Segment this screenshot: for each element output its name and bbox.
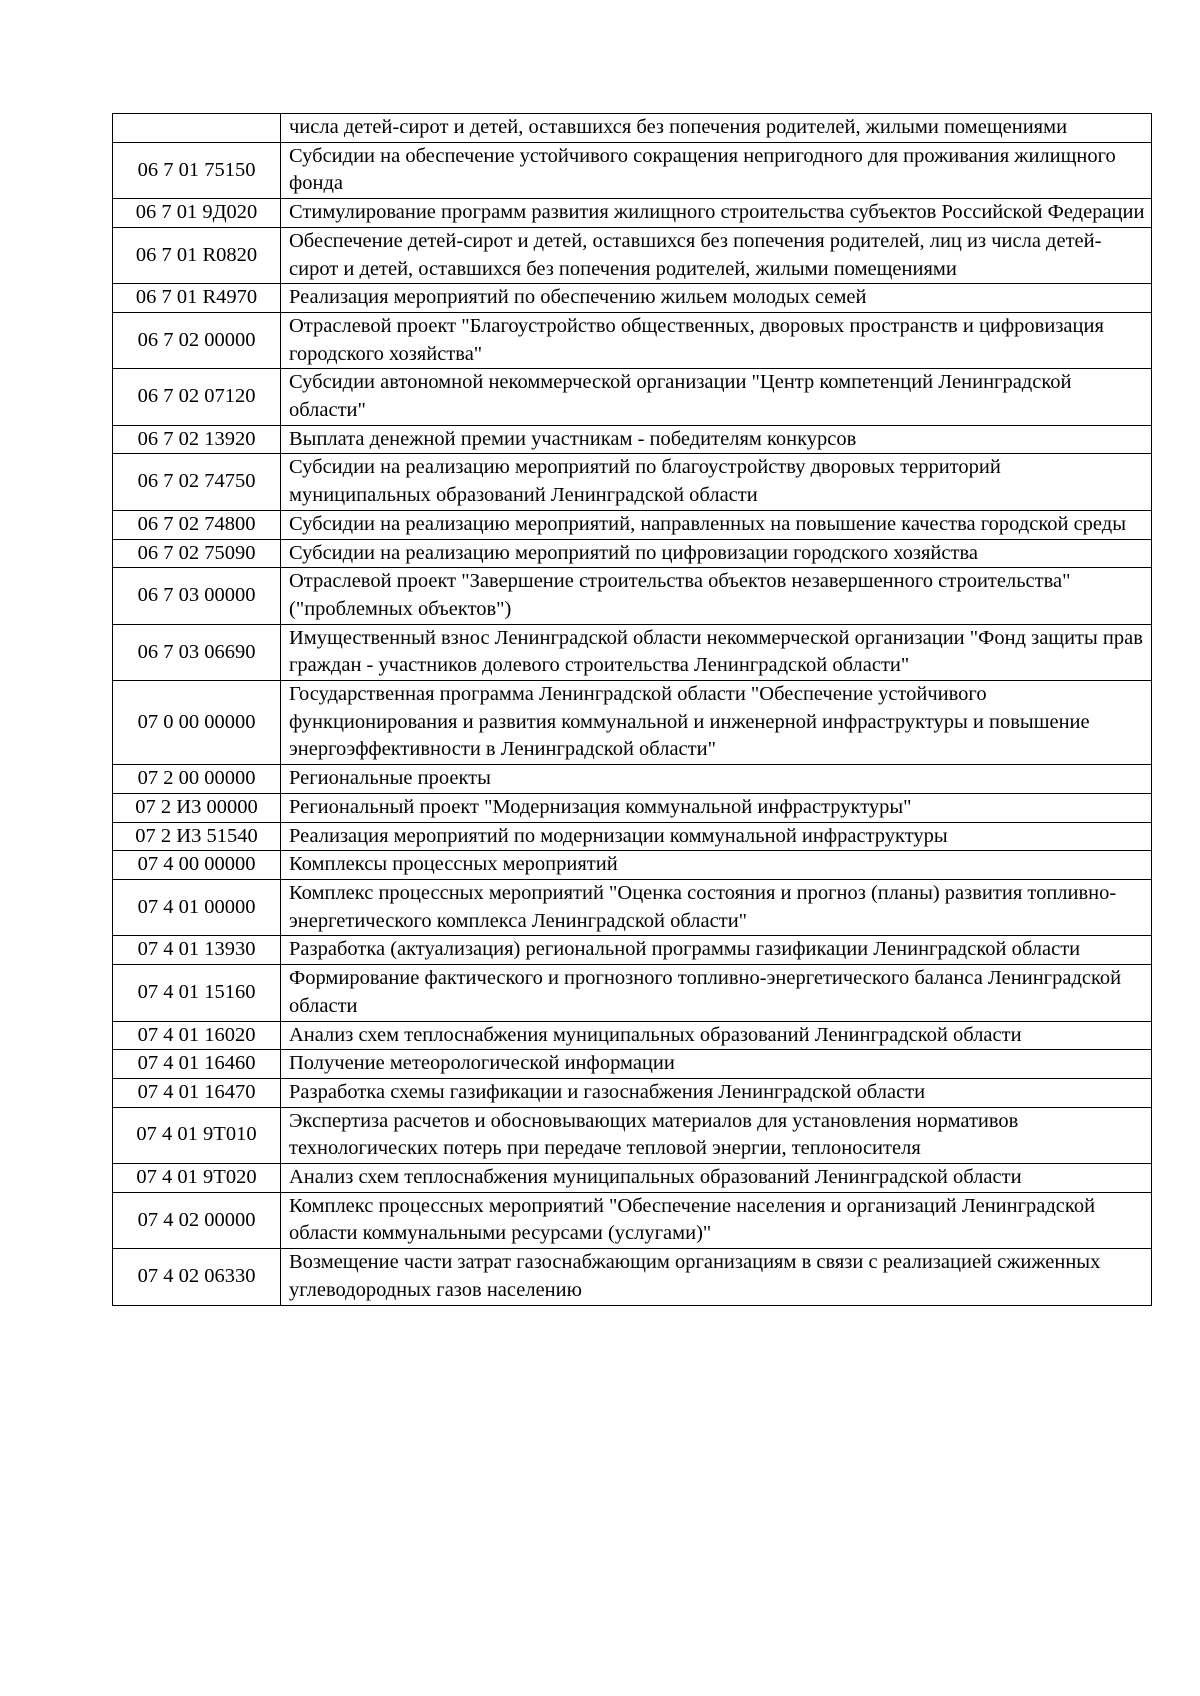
row-code: 06 7 03 00000 <box>113 568 281 624</box>
row-name: Субсидии на реализацию мероприятий по цифровизации городского хозяйства <box>281 539 1152 568</box>
row-code: 07 2 И3 00000 <box>113 793 281 822</box>
row-code: 07 4 01 13930 <box>113 936 281 965</box>
table-row <box>113 114 1152 143</box>
table-row <box>113 624 1152 680</box>
row-name: Региональный проект "Модернизация коммунальной инфраструктуры" <box>281 793 1152 822</box>
row-code: 07 2 00 00000 <box>113 765 281 794</box>
row-code: 06 7 01 75150 <box>113 142 281 198</box>
row-code: 07 0 00 00000 <box>113 681 281 765</box>
row-code: 07 4 01 15160 <box>113 965 281 1021</box>
row-name: Реализация мероприятий по модернизации коммунальной инфраструктуры <box>281 822 1152 851</box>
table-row <box>113 681 1152 765</box>
table-row <box>113 765 1152 794</box>
table-row <box>113 965 1152 1021</box>
row-code: 06 7 01 R0820 <box>113 227 281 283</box>
table-row <box>113 1078 1152 1107</box>
table-row <box>113 510 1152 539</box>
row-name: Экспертиза расчетов и обосновывающих материалов для установления нормативов технологических потерь при передаче тепловой энергии, теплоносителя <box>281 1107 1152 1163</box>
table-row <box>113 312 1152 368</box>
row-code: 06 7 02 74800 <box>113 510 281 539</box>
table-row <box>113 539 1152 568</box>
row-name: Разработка (актуализация) региональной программы газификации Ленинградской области <box>281 936 1152 965</box>
row-code: 07 4 01 00000 <box>113 879 281 935</box>
row-code: 07 4 01 9Т010 <box>113 1107 281 1163</box>
row-name: Комплекс процессных мероприятий "Обеспечение населения и организаций Ленинградской области коммунальными ресурсами (услугами)" <box>281 1192 1152 1248</box>
row-code: 07 4 02 06330 <box>113 1249 281 1305</box>
row-code: 06 7 02 07120 <box>113 369 281 425</box>
row-name: Региональные проекты <box>281 765 1152 794</box>
table-row <box>113 879 1152 935</box>
row-code: 06 7 01 9Д020 <box>113 199 281 228</box>
row-code: 07 4 01 16020 <box>113 1021 281 1050</box>
row-name: Субсидии на реализацию мероприятий, направленных на повышение качества городской среды <box>281 510 1152 539</box>
row-code: 06 7 02 13920 <box>113 425 281 454</box>
row-name: Анализ схем теплоснабжения муниципальных образований Ленинградской области <box>281 1021 1152 1050</box>
row-code: 07 4 01 16470 <box>113 1078 281 1107</box>
row-name: Субсидии автономной некоммерческой организации "Центр компетенций Ленинградской области" <box>281 369 1152 425</box>
table-row <box>113 1164 1152 1193</box>
table-row <box>113 1192 1152 1248</box>
row-name: числа детей-сирот и детей, оставшихся без попечения родителей, жилыми помещениями <box>281 114 1152 143</box>
row-name: Имущественный взнос Ленинградской области некоммерческой организации "Фонд защиты прав граждан - участников долевого строительства Ленинградской области" <box>281 624 1152 680</box>
row-code: 07 4 01 16460 <box>113 1050 281 1079</box>
table-row <box>113 142 1152 198</box>
row-name: Комплексы процессных мероприятий <box>281 851 1152 880</box>
table-row <box>113 1021 1152 1050</box>
table-row <box>113 199 1152 228</box>
table-row <box>113 1249 1152 1305</box>
row-name: Разработка схемы газификации и газоснабжения Ленинградской области <box>281 1078 1152 1107</box>
table-row <box>113 936 1152 965</box>
row-code: 06 7 01 R4970 <box>113 284 281 313</box>
row-name: Отраслевой проект "Благоустройство общественных, дворовых пространств и цифровизация городского хозяйства" <box>281 312 1152 368</box>
row-name: Субсидии на реализацию мероприятий по благоустройству дворовых территорий муниципальных образований Ленинградской области <box>281 454 1152 510</box>
table-row <box>113 425 1152 454</box>
row-code: 07 4 00 00000 <box>113 851 281 880</box>
row-name: Отраслевой проект "Завершение строительства объектов незавершенного строительства" ("проблемных объектов") <box>281 568 1152 624</box>
row-name: Обеспечение детей-сирот и детей, оставшихся без попечения родителей, лиц из числа детей-сирот и детей, оставшихся без попечения родителей, жилыми помещениями <box>281 227 1152 283</box>
row-code: 06 7 02 74750 <box>113 454 281 510</box>
row-name: Анализ схем теплоснабжения муниципальных образований Ленинградской области <box>281 1164 1152 1193</box>
row-code <box>113 114 281 143</box>
row-code: 06 7 03 06690 <box>113 624 281 680</box>
row-code: 06 7 02 75090 <box>113 539 281 568</box>
row-name: Субсидии на обеспечение устойчивого сокращения непригодного для проживания жилищного фонда <box>281 142 1152 198</box>
row-name: Реализация мероприятий по обеспечению жильем молодых семей <box>281 284 1152 313</box>
row-code: 07 4 01 9Т020 <box>113 1164 281 1193</box>
table-row <box>113 454 1152 510</box>
table-row <box>113 369 1152 425</box>
row-name: Выплата денежной премии участникам - победителям конкурсов <box>281 425 1152 454</box>
table-row <box>113 822 1152 851</box>
budget-code-table <box>112 113 1152 1306</box>
table-row <box>113 1050 1152 1079</box>
table-row <box>113 793 1152 822</box>
row-name: Получение метеорологической информации <box>281 1050 1152 1079</box>
row-name: Стимулирование программ развития жилищного строительства субъектов Российской Федерации <box>281 199 1152 228</box>
row-code: 07 4 02 00000 <box>113 1192 281 1248</box>
row-code: 07 2 И3 51540 <box>113 822 281 851</box>
row-name: Возмещение части затрат газоснабжающим организациям в связи с реализацией сжиженных углеводородных газов населению <box>281 1249 1152 1305</box>
table-row <box>113 851 1152 880</box>
row-name: Государственная программа Ленинградской области "Обеспечение устойчивого функционирования и развития коммунальной и инженерной инфраструктуры и повышение энергоэффективности в Ленинградской области" <box>281 681 1152 765</box>
table-row <box>113 568 1152 624</box>
row-name: Комплекс процессных мероприятий "Оценка состояния и прогноз (планы) развития топливно-энергетического комплекса Ленинградской области" <box>281 879 1152 935</box>
table-row <box>113 284 1152 313</box>
row-name: Формирование фактического и прогнозного топливно-энергетического баланса Ленинградской области <box>281 965 1152 1021</box>
row-code: 06 7 02 00000 <box>113 312 281 368</box>
table-row <box>113 227 1152 283</box>
table-row <box>113 1107 1152 1163</box>
